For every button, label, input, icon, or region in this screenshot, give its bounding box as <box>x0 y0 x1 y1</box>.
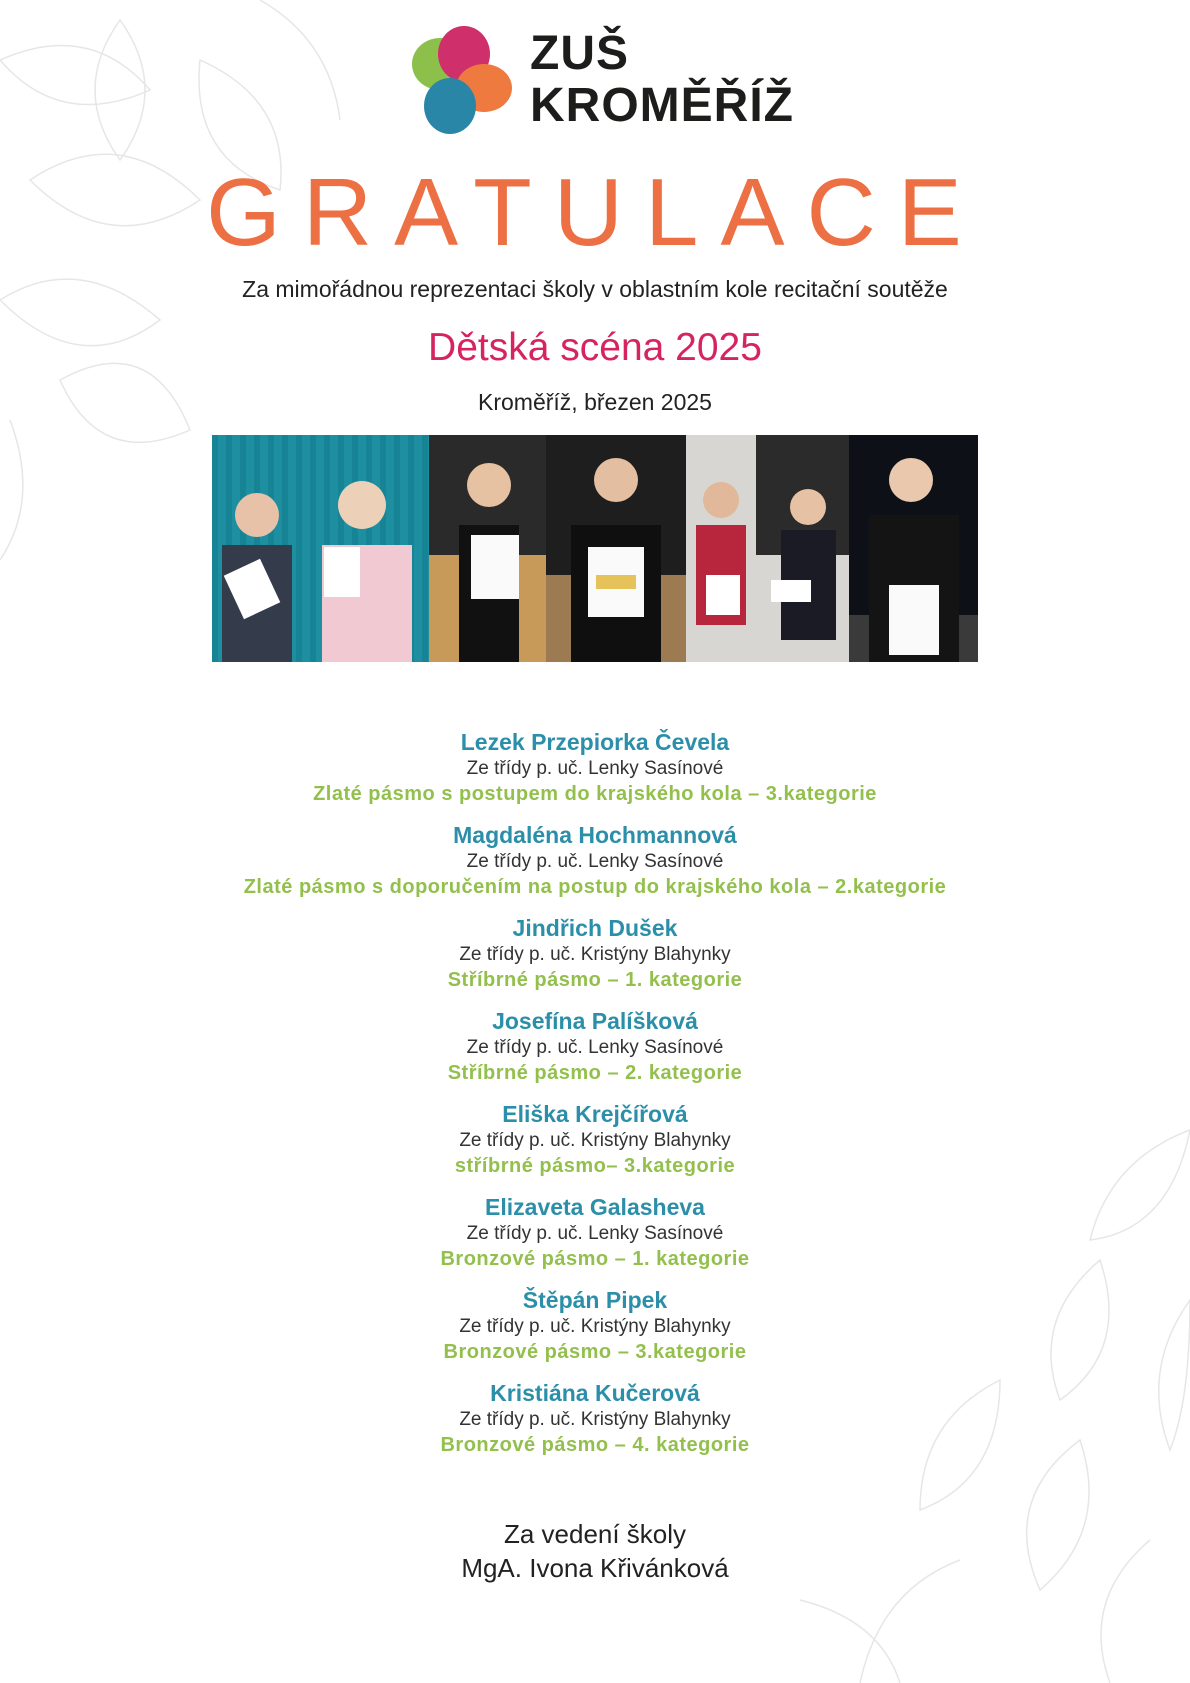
winner-teacher: Ze třídy p. uč. Lenky Sasínové <box>466 1223 724 1244</box>
winner-award: Stříbrné pásmo – 1. kategorie <box>447 969 743 991</box>
winner-entry <box>0 1286 1190 1379</box>
photo-girl-and-boy <box>686 435 849 662</box>
winner-teacher: Ze třídy p. uč. Lenky Sasínové <box>466 758 724 779</box>
winner-teacher: Ze třídy p. uč. Kristýny Blahynky <box>459 944 731 965</box>
winner-name: Kristiána Kučerová <box>490 1380 700 1406</box>
subtitle: Za mimořádnou reprezentaci školy v oblastním kole recitační soutěže <box>242 276 948 302</box>
winner-name: Elizaveta Galasheva <box>485 1194 705 1220</box>
flower-logo-icon <box>400 20 520 140</box>
winner-name: Magdaléna Hochmannová <box>453 822 737 848</box>
winner-teacher: Ze třídy p. uč. Kristýny Blahynky <box>459 1409 731 1430</box>
winner-award: Zlaté pásmo s postupem do krajského kola – 3.kategorie <box>313 783 877 805</box>
photo-collage <box>212 435 978 662</box>
winner-entry <box>0 821 1190 914</box>
winner-name: Štěpán Pipek <box>522 1287 668 1313</box>
logo-line-1: ZUŠ <box>530 27 629 80</box>
signature-block <box>0 1517 1190 1585</box>
winner-teacher: Ze třídy p. uč. Kristýny Blahynky <box>459 1130 731 1151</box>
photo-boy-and-girl <box>212 435 429 662</box>
winner-award: Zlaté pásmo s doporučením na postup do krajského kola – 2.kategorie <box>243 876 947 898</box>
winner-name: Jindřich Dušek <box>512 915 678 941</box>
winner-entry <box>0 914 1190 1007</box>
winner-entry <box>0 1193 1190 1286</box>
logo-line-2: KROMĚŘÍŽ <box>530 79 794 132</box>
photo-girl-certificate-2 <box>546 435 686 662</box>
winner-award: stříbrné pásmo– 3.kategorie <box>454 1155 736 1177</box>
signature-name: MgA. Ivona Křivánková <box>461 1553 729 1583</box>
winner-entry <box>0 1379 1190 1472</box>
winner-teacher: Ze třídy p. uč. Lenky Sasínové <box>466 1037 724 1058</box>
winner-name: Eliška Krejčířová <box>502 1101 688 1127</box>
winner-award: Bronzové pásmo – 3.kategorie <box>443 1341 747 1363</box>
winner-teacher: Ze třídy p. uč. Kristýny Blahynky <box>459 1316 731 1337</box>
photo-girl-certificate-1 <box>429 435 546 662</box>
photo-girl-certificate-3 <box>849 435 978 662</box>
headline: GRATULACE <box>206 159 984 266</box>
winner-entry <box>0 1007 1190 1100</box>
place-date: Kroměříž, březen 2025 <box>478 389 712 415</box>
winner-award: Bronzové pásmo – 4. kategorie <box>440 1434 750 1456</box>
event-title: Dětská scéna 2025 <box>428 326 762 369</box>
school-logo <box>400 20 800 140</box>
winner-entry <box>0 1100 1190 1193</box>
winners-list <box>0 728 1190 1472</box>
winner-teacher: Ze třídy p. uč. Lenky Sasínové <box>466 851 724 872</box>
winner-award: Bronzové pásmo – 1. kategorie <box>440 1248 750 1270</box>
winner-name: Lezek Przepiorka Čevela <box>460 729 730 755</box>
winner-name: Josefína Palíšková <box>492 1008 698 1034</box>
signature-line-1: Za vedení školy <box>503 1519 687 1549</box>
winner-entry <box>0 728 1190 821</box>
winner-award: Stříbrné pásmo – 2. kategorie <box>447 1062 743 1084</box>
